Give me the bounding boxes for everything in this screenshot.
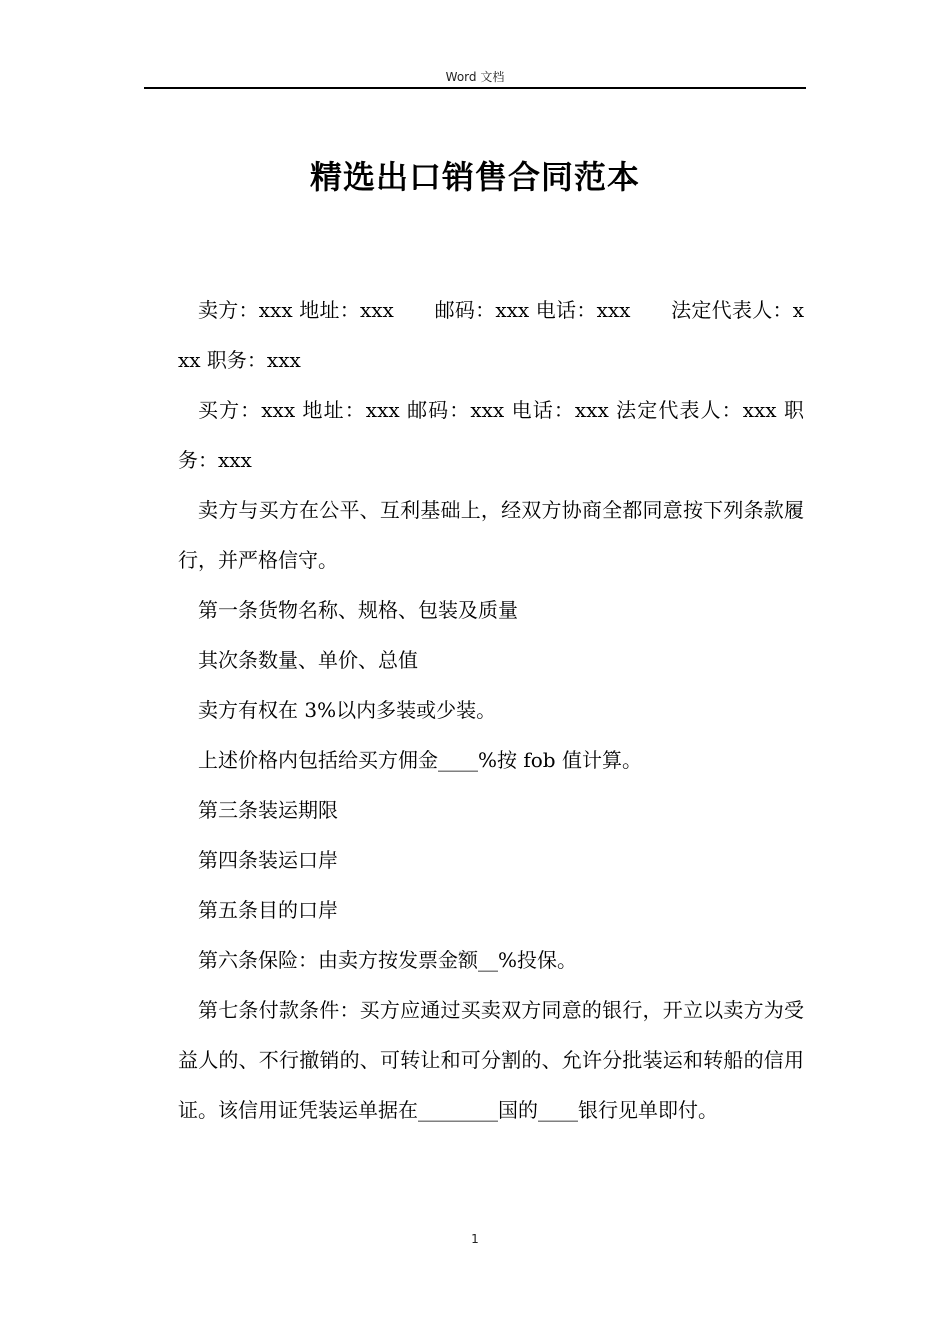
paragraph-article-3: 第三条装运期限: [198, 798, 338, 822]
paragraph-article-5: 第五条目的口岸: [198, 898, 338, 922]
paragraph-article-6: 第六条保险：由卖方按发票金额__%投保。: [198, 948, 578, 972]
paragraph-article-7: 第七条付款条件：买方应通过买卖双方同意的银行，开立以卖方为受益人的、不行撤销的、可转让和可分割的、允许分批装运和转船的信用证。该信用证凭装运单据在________国的____银行见单即付。: [178, 998, 804, 1122]
paragraph-seller-info: 卖方：xxx 地址：xxx 邮码：xxx 电话：xxx 法定代表人：xxx 职务：xxx: [178, 298, 804, 372]
header-divider: [144, 87, 806, 89]
document-title: 精选出口销售合同范本: [309, 158, 640, 196]
paragraph-commission: 上述价格内包括给买方佣金____%按 fob 值计算。: [198, 748, 642, 772]
paragraph-buyer-info: 买方：xxx 地址：xxx 邮码：xxx 电话：xxx 法定代表人：xxx 职务：xxx: [178, 398, 804, 472]
paragraph-article-4: 第四条装运口岸: [198, 848, 338, 872]
paragraph-article-2: 其次条数量、单价、总值: [198, 648, 418, 672]
page-header: Word 文档: [445, 70, 505, 84]
paragraph-agreement: 卖方与买方在公平、互利基础上，经双方协商全都同意按下列条款履行，并严格信守。: [178, 498, 804, 572]
paragraph-article-1: 第一条货物名称、规格、包装及质量: [198, 598, 518, 622]
paragraph-quantity-tolerance: 卖方有权在 3%以内多装或少装。: [198, 698, 497, 722]
document-body: [178, 285, 804, 1135]
page-number: 1: [471, 1232, 479, 1246]
